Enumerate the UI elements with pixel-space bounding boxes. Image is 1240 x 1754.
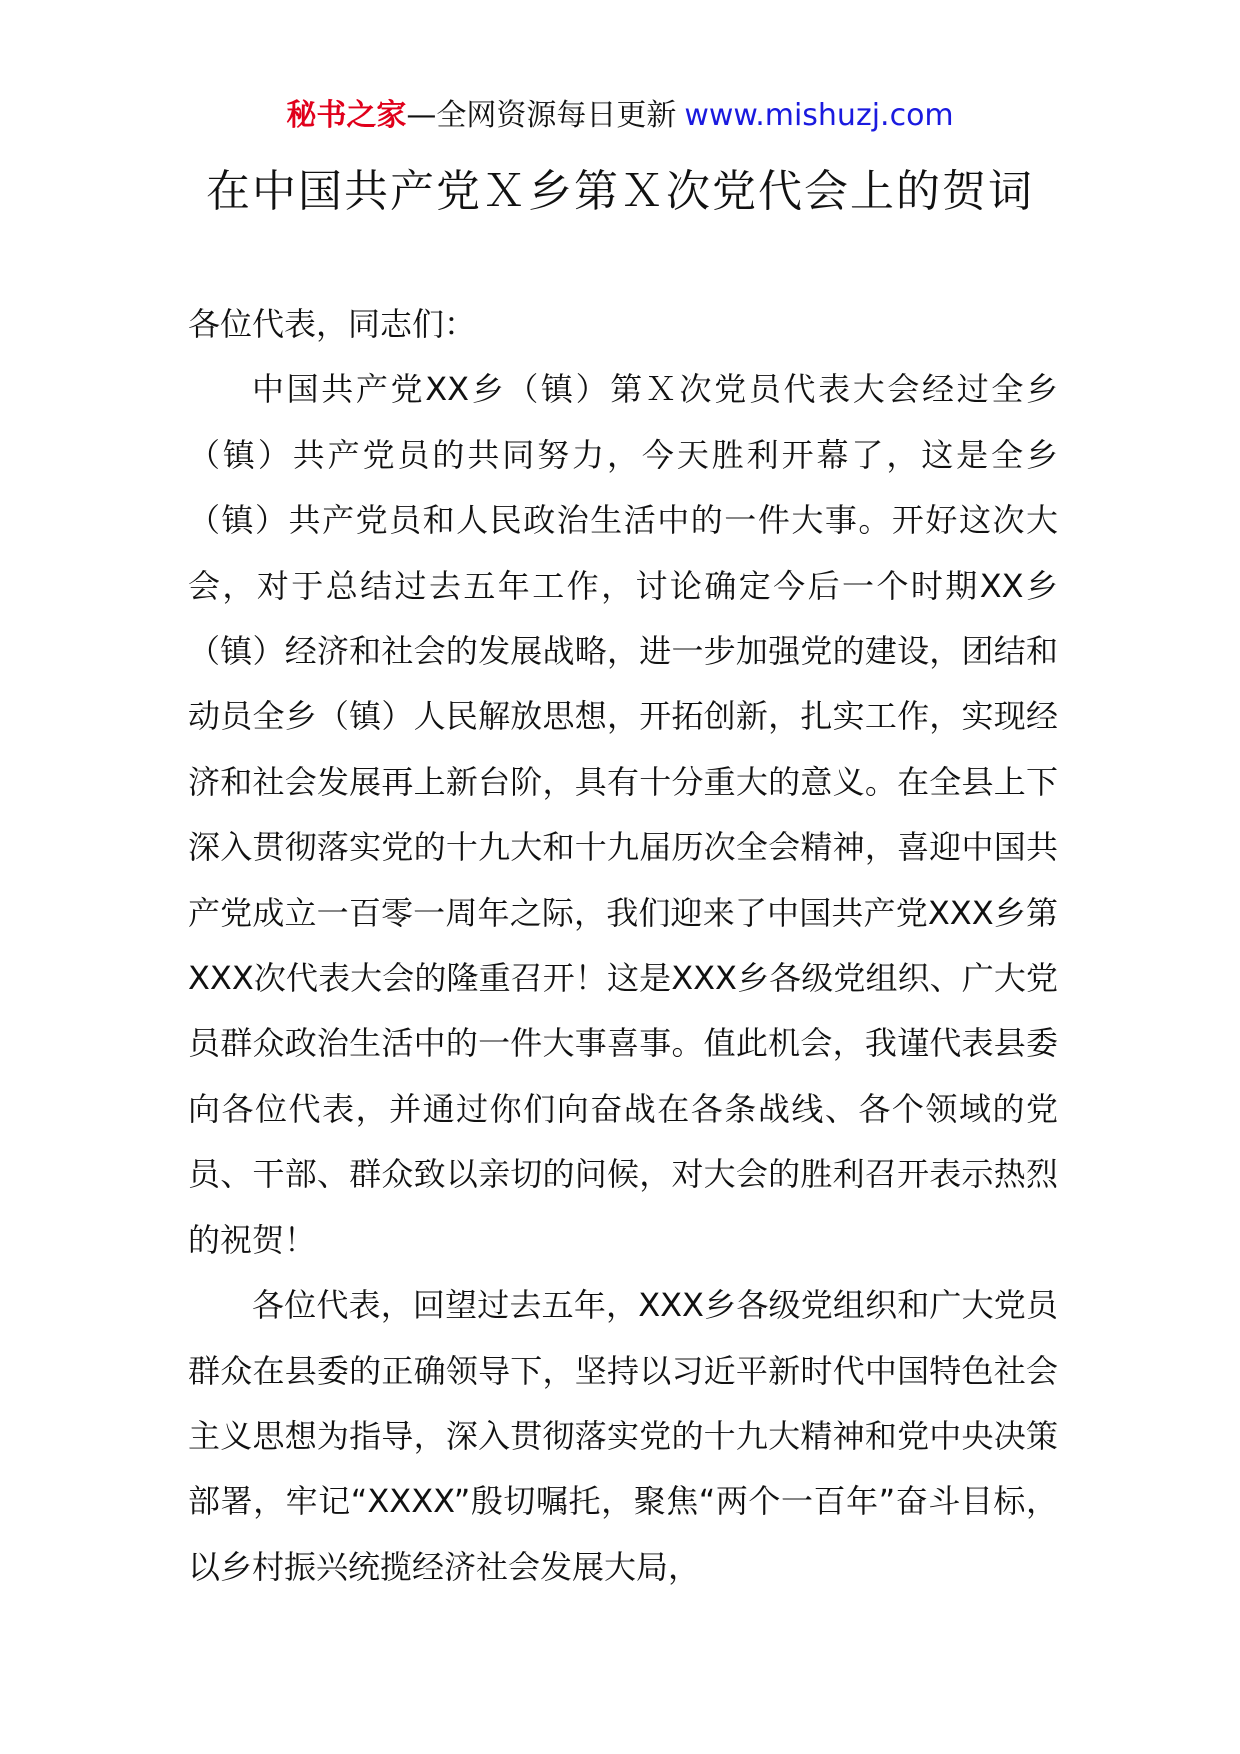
site-url-link[interactable]: www.mishuzj.com <box>684 98 954 133</box>
paragraph-1: 中国共产党XX乡（镇）第Ｘ次党员代表大会经过全乡（镇）共产党员的共同努力，今天胜利开幕了，这是全乡（镇）共产党员和人民政治生活中的一件大事。开好这次大会，对于总结过去五年工作，讨论确定今后一个时期XX乡（镇）经济和社会的发展战略，进一步加强党的建设，团结和动员全乡（镇）人民解放思想，开拓创新，扎实工作，实现经济和社会发展再上新台阶，具有十分重大的意义。在全县上下深入贯彻落实党的十九大和十九届历次全会精神，喜迎中国共产党成立一百零一周年之际，我们迎来了中国共产党XXX乡第XXX次代表大会的隆重召开！这是XXX乡各级党组织、广大党员群众政治生活中的一件大事喜事。值此机会，我谨代表县委向各位代表，并通过你们向奋战在各条战线、各个领域的党员、干部、群众致以亲切的问候，对大会的胜利召开表示热烈的祝贺！ <box>188 370 1058 1259</box>
salutation: 各位代表，同志们： <box>188 305 477 343</box>
document-title: 在中国共产党Ｘ乡第Ｘ次党代会上的贺词 <box>206 166 1034 217</box>
site-header <box>0 96 1240 136</box>
paragraph-2: 各位代表，回望过去五年，XXX乡各级党组织和广大党员群众在县委的正确领导下，坚持以习近平新时代中国特色社会主义思想为指导，深入贯彻落实党的十九大精神和党中央决策部署，牢记“XXXX”殷切嘱托，聚焦“两个一百年”奋斗目标，以乡村振兴统揽经济社会发展大局， <box>188 1286 1058 1586</box>
site-tagline: —全网资源每日更新 <box>406 98 677 133</box>
document-body <box>188 292 1058 1600</box>
site-brand: 秘书之家 <box>286 98 407 133</box>
